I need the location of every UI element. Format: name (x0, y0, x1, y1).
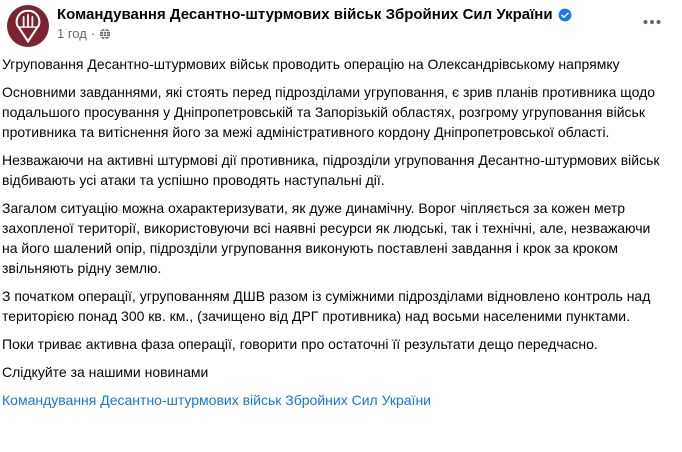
more-options-button[interactable] (636, 10, 668, 34)
post-body (0, 46, 682, 414)
dshv-emblem-icon (7, 5, 49, 47)
page-avatar[interactable] (7, 5, 49, 47)
timestamp-link[interactable]: 1 год (57, 26, 87, 41)
header-text (57, 5, 572, 42)
post-paragraph: З початком операції, угрупованням ДШВ разом із суміжними підрозділами відновлено контроль над територією понад 300 кв. км., (зачищено від ДРГ противника) над восьми населеними пунктами. (2, 288, 651, 324)
post-paragraph: Слідкуйте за нашими новинами (2, 364, 209, 380)
post-paragraph: Незважаючи на активні штурмові дії противника, підрозділи угруповання Десантно-штурмових військ відбивають усі атаки та успішно проводять наступальні дії. (2, 152, 660, 188)
meta-separator: · (90, 26, 96, 41)
post-paragraph: Загалом ситуацію можна охарактеризувати, як дуже динамічну. Ворог чіпляється за кожен метр захопленої території, використовуючи всі наявні ресурси як людські, так і технічні, але, незважаючи на його шалений опір, підрозділи угруповання виконують поставлені завдання і крок за кроком звільняють рідну землю. (2, 200, 651, 276)
post-paragraph: Угруповання Десантно-штурмових військ проводить операцію на Олександрівському напрямку (2, 56, 620, 72)
page-mention-link[interactable]: Командування Десантно-штурмових військ Збройних Сил України (2, 392, 431, 408)
name-row (57, 6, 572, 23)
post-paragraph: Поки триває активна фаза операції, говорити про остаточні її результати дещо передчасно. (2, 336, 598, 352)
page-name-link[interactable]: Командування Десантно-штурмових військ Збройних Сил України (57, 6, 553, 23)
post-header (0, 0, 682, 46)
verified-badge-icon (558, 8, 572, 22)
privacy-globe-icon (99, 28, 111, 40)
post-meta (57, 26, 572, 42)
ellipsis-icon (643, 19, 661, 25)
post-paragraph: Основними завданнями, які стоять перед підрозділами угруповання, є зрив планів противника щодо подальшого просування у Дніпропетровській та Запорізькій областях, розгрому угруповання військ противника та витіснення його за межі адміністративного кордону Дніпропетровської області. (2, 84, 656, 140)
post-paragraph-link (2, 390, 668, 410)
